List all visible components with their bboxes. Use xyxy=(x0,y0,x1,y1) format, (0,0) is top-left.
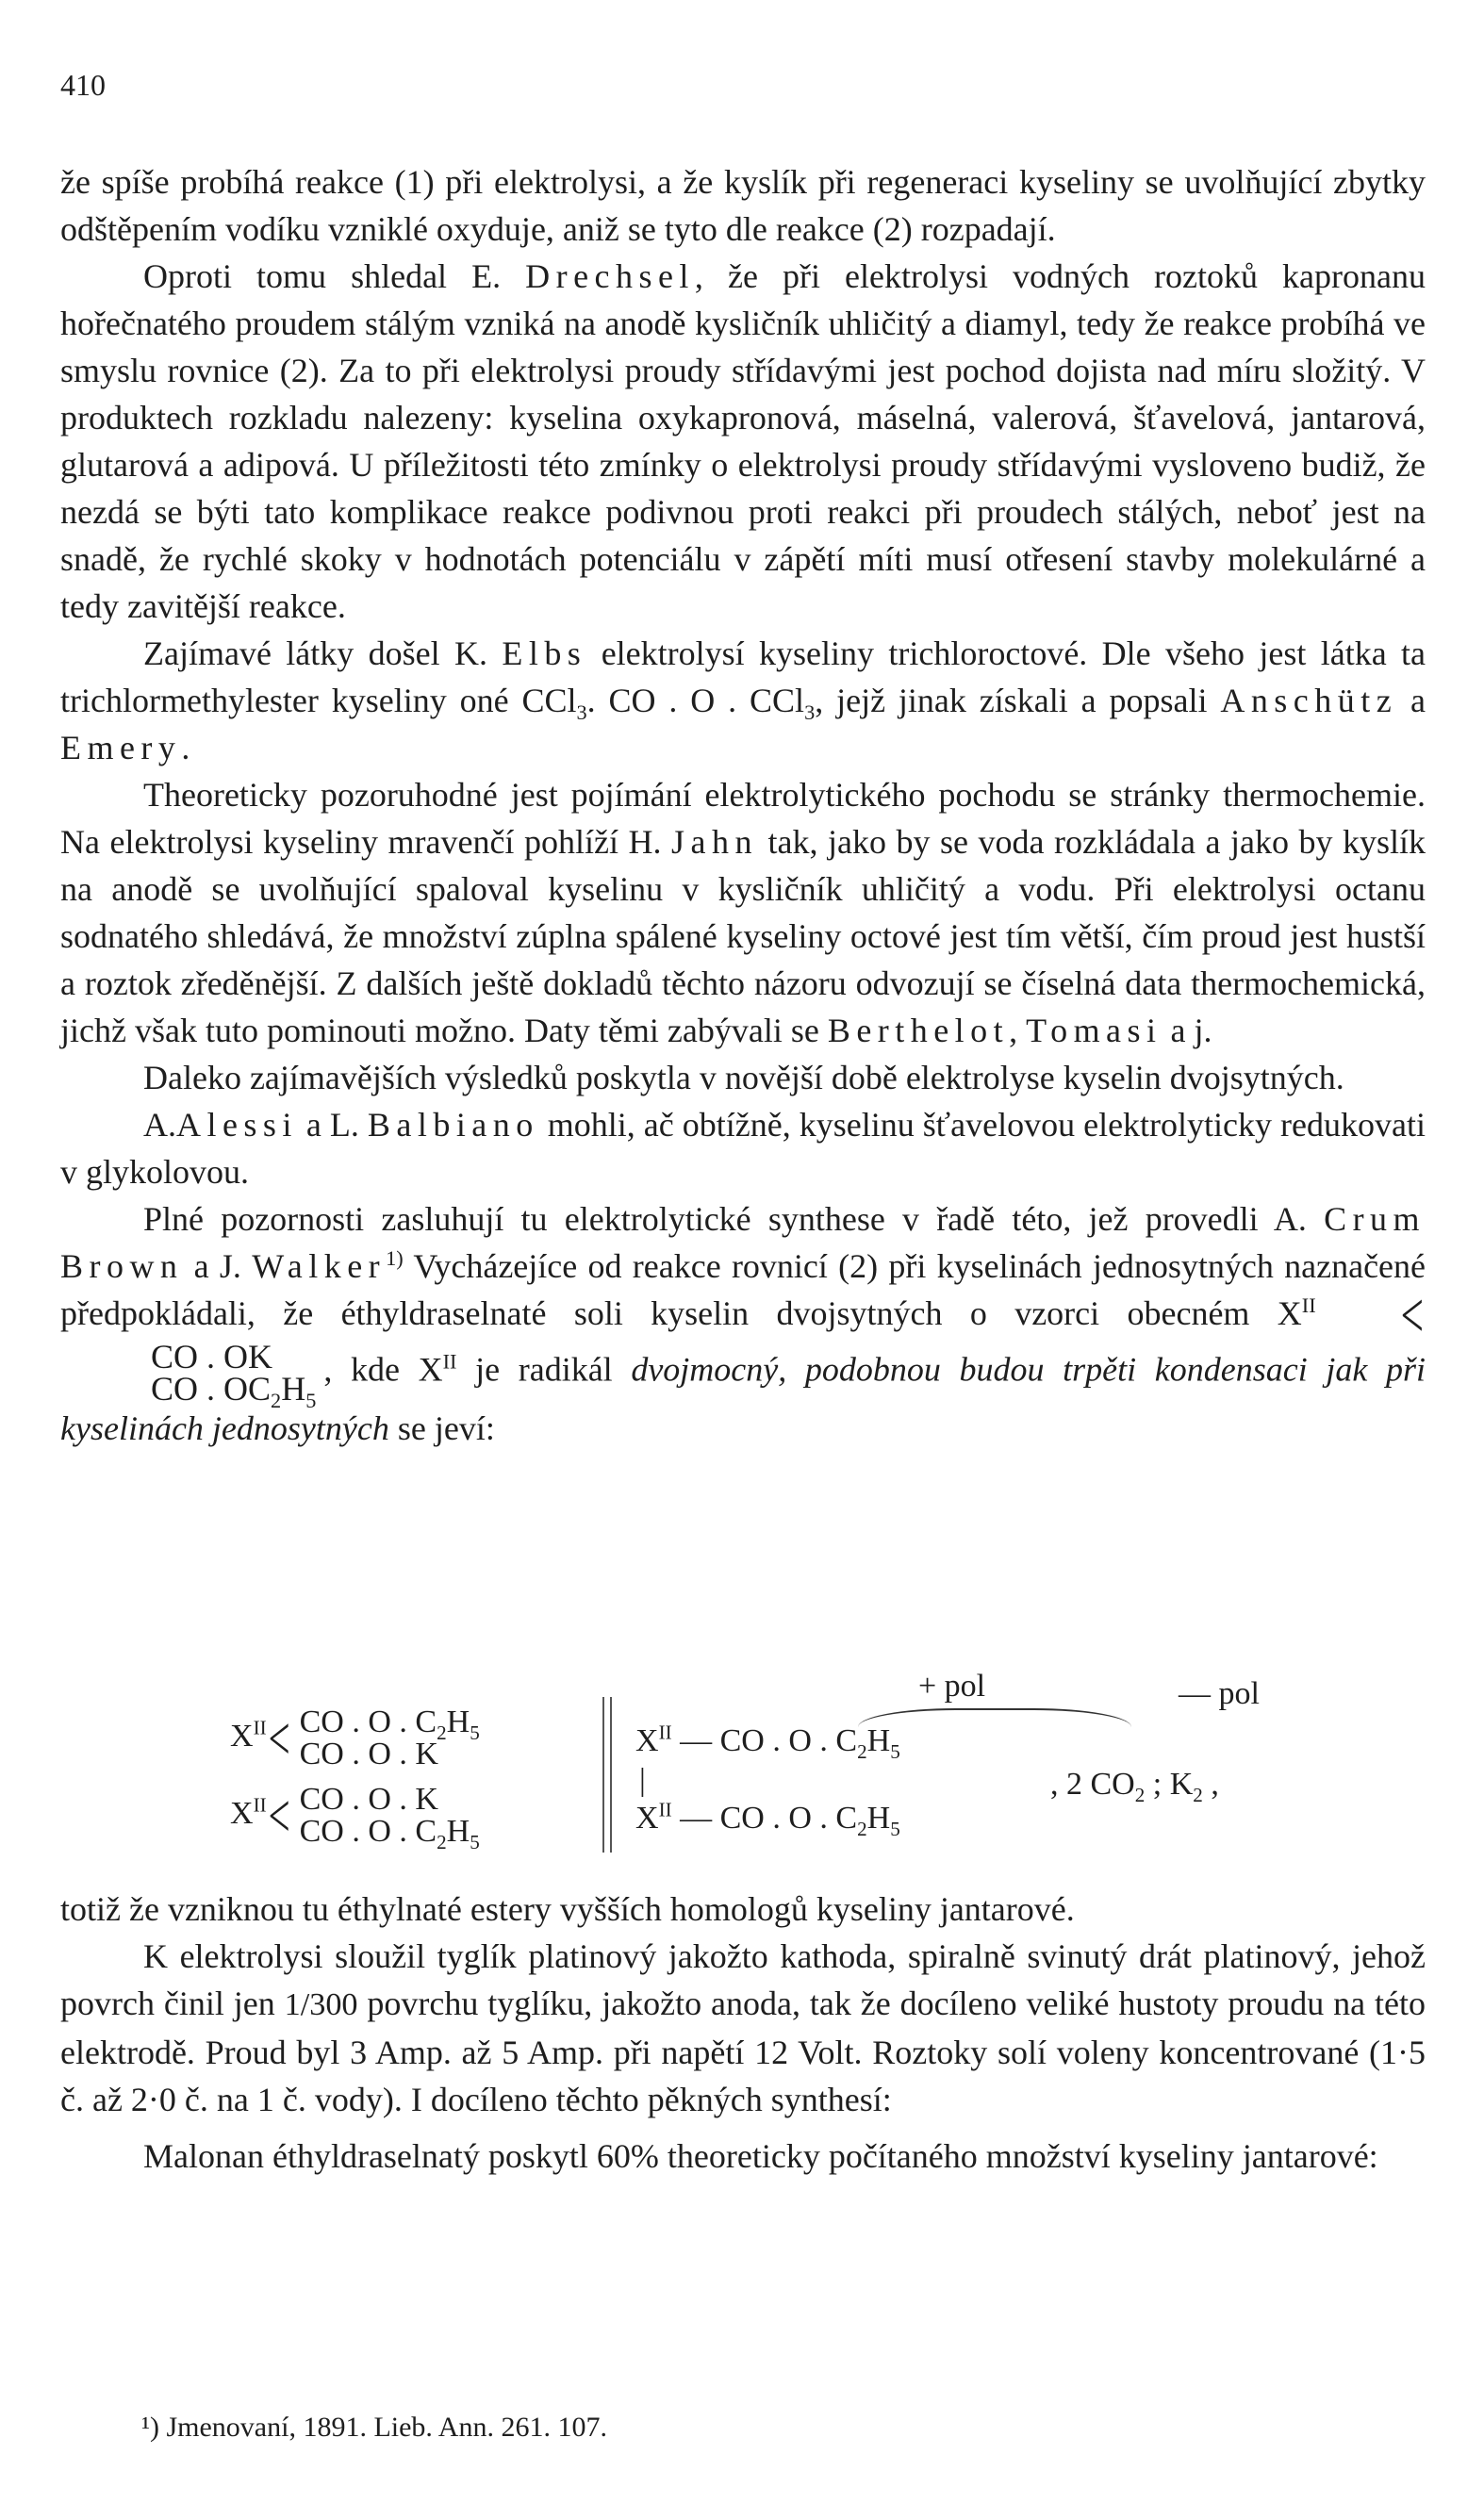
page-number: 410 xyxy=(60,68,106,102)
plus-pol-label: + pol xyxy=(918,1669,986,1704)
author-name: Balbiano xyxy=(367,1106,539,1144)
reaction-scheme xyxy=(60,1669,1426,1857)
author-name: Drechsel xyxy=(525,257,695,295)
fraction: 1/300 xyxy=(284,1987,358,2022)
paragraph-7: Plné pozornosti zasluhují tu elektrolytické synthese v řadě této, jež provedli A. Crum Brown a J. Walker$^{1)}$ Vycházejíce od reakce rovnicí (2) při kyselinách jednosytných naznačené předpokládali, že éthyldraselnaté soli kyselin dvojsytných o vzorci obecném $X^{II}$ < CO . OK CO . $OC_2H_5$ , kde $X^{II}$ je radikál dvojmocný, podobnou budou trpěti kondensaci jak při kyselinách jednosytných se jeví: xyxy=(60,1200,1426,1447)
author-name: Emery xyxy=(60,729,182,766)
scheme-divider xyxy=(602,1697,612,1853)
paragraph-8: totiž že vzniknou tu éthylnaté estery vyšších homologů kyseliny jantarové. xyxy=(60,1890,1075,1928)
minus-pol-label: — pol xyxy=(1179,1676,1260,1711)
bond-line: | xyxy=(639,1763,646,1798)
paragraph-3: Zajímavé látky došel K. Elbs elektrolysí kyseliny trichloroctové. Dle všeho jest látka ta trichlormethylester kyseliny oné CCl$_3$. CO . O . CCl$_3$, jejž jinak získali a popsali Anschütz a Emery. xyxy=(60,634,1426,766)
paragraph-6: A.Alessi a L. Balbiano mohli, ač obtížně, kyselinu šťavelovou elektrolyticky redukovati v glykolovou. xyxy=(60,1106,1426,1191)
main-text-continued xyxy=(60,1886,1426,2180)
author-name: Jahn xyxy=(671,823,758,861)
author-name: Anschütz xyxy=(1220,682,1398,719)
footnote-mark: 1) xyxy=(386,1246,404,1270)
paragraph-10: Malonan éthyldraselnatý poskytl 60% theoreticky počítaného množství kyseliny jantarové: xyxy=(143,2137,1378,2175)
main-text xyxy=(60,158,1426,1452)
paragraph-4: Theoreticky pozoruhodné jest pojímání elektrolytického pochodu se stránky thermochemie. Na elektrolysi kyseliny mravenčí pohlíží H. Jahn tak, jako by se voda rozkládala a jako by kyslík na anodě se uvolňující spaloval kyselinu v kysličník uhličitý a vodu. Při elektrolysi octanu sodnatého shledává, že množství zúplna spálené kyseliny octové jest tím větší, čím proud jest hustší a roztok zředěnější. Z dalších ještě dokladů těchto názoru odvozují se číselná data thermochemická, jichž však tuto pominouti možno. Daty těmi zabývali se Berthelot, Tomasi a j. xyxy=(60,776,1426,1049)
product-1: $X^{II}$ — CO . O . $C_2H_5$ xyxy=(635,1721,900,1763)
author-name: Berthelot xyxy=(827,1012,1010,1049)
footnote: ¹) Jmenovaní, 1891. Lieb. Ann. 261. 107. xyxy=(141,2412,607,2443)
general-formula: CO . OK CO . $OC_2H_5$ xyxy=(151,1337,317,1412)
reactant-2: $X^{II}<$ CO . O . K CO . O . $C_2H_5$ xyxy=(230,1782,480,1853)
author-name: Walker xyxy=(252,1247,387,1285)
paragraph-9: K elektrolysi sloužil tyglík platinový jakožto kathoda, spiralně svinutý drát platinový, jehož povrch činil jen 1/300 povrchu tyglíku, jakožto anoda, tak že docíleno veliké hustoty proudu na této elektrodě. Proud byl 3 Amp. až 5 Amp. při napětí 12 Volt. Roztoky solí voleny koncentrované (1·5 č. až 2·0 č. na 1 č. vody). I docíleno těchto pěkných synthesí: xyxy=(60,1937,1426,2118)
author-name: Alessi xyxy=(176,1106,298,1144)
product-2: $X^{II}$ — CO . O . $C_2H_5$ xyxy=(635,1798,900,1840)
author-name: Elbs xyxy=(502,634,587,672)
paragraph-2: Oproti tomu shledal E. Drechsel, že při elektrolysi vodných roztoků kapronanu hořečnatého proudem stálým vzniká na anodě kysličník uhličitý a diamyl, tedy že reakce probíhá ve smyslu rovnice (2). Za to při elektrolysi proudy střídavými jest pochod dojista nad míru složitý. V produktech rozkladu nalezeny: kyselina oxykapronová, máselná, valerová, šťavelová, jantarová, glutarová a adipová. U příležitosti této zmínky o elektrolysi proudy střídavými vysloveno budiž, že nezdá se býti tato komplikace reakce podivnou proti reakci při proudech stálých, neboť jest na snadě, že rychlé skoky v hodnotách potenciálu v zápětí míti musí otřesení stavby molekulárné a tedy zavitější reakce. xyxy=(60,257,1426,625)
paragraph-5: Daleko zajímavějších výsledků poskytla v novější době elektrolyse kyselin dvojsytných. xyxy=(143,1059,1344,1096)
reactant-1: $X^{II}<$ CO . O . $C_2H_5$ CO . O . K xyxy=(230,1705,480,1772)
author-name: Crum Brown xyxy=(60,1200,1426,1285)
author-name: Tomasi xyxy=(1026,1012,1162,1049)
side-products: , 2 $CO_2$ ; $K_2$ , xyxy=(1050,1767,1219,1806)
paragraph-1: že spíše probíhá reakce (1) při elektrolysi, a že kyslík při regeneraci kyseliny se uvolňující zbytky odštěpením vodíku vzniklé oxyduje, aniž se tyto dle reakce (2) rozpadají. xyxy=(60,163,1426,248)
